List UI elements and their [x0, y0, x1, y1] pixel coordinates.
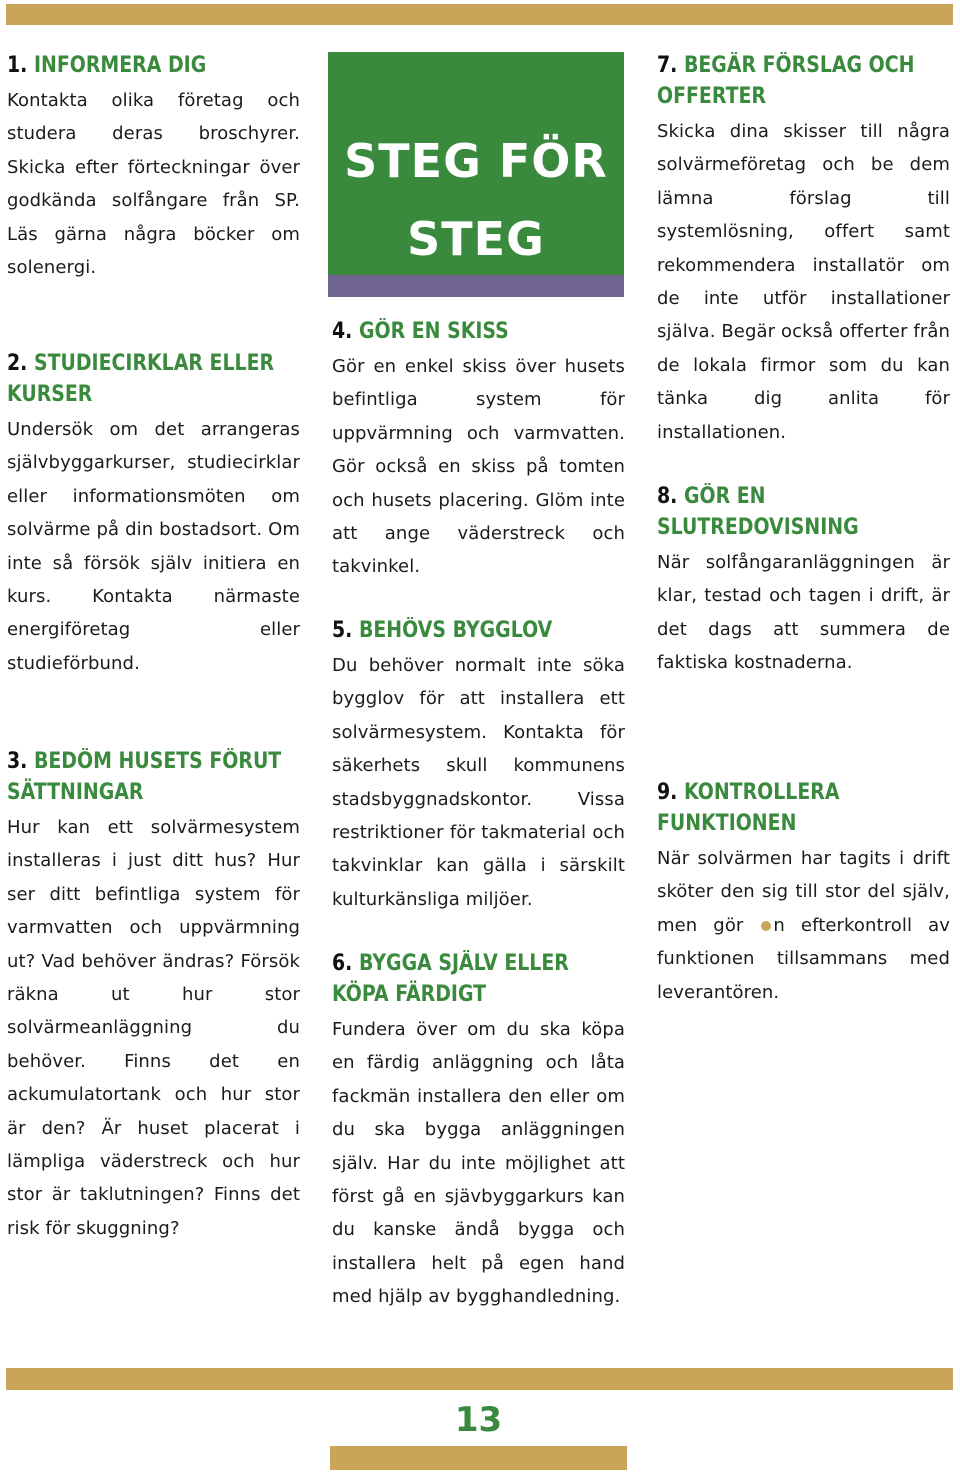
section-2 — [7, 348, 300, 680]
section-heading: 7. BEGÄR FÖRSLAG OCH OFFERTER — [657, 53, 915, 109]
section-heading: 5. BEHÖVS BYGGLOV — [332, 618, 553, 643]
page-number-bar — [330, 1446, 627, 1470]
title-box-heading: STEG FÖR STEG — [344, 134, 608, 266]
section-body: Undersök om det arrangeras självbyggarkurser, studiecirklar eller informationsmöten om solvärme på din bostadsort. Om inte så försök själv initiera en kurs. Kontakta närmaste energiföretag eller studieförbund. — [7, 419, 300, 674]
section-body: Hur kan ett solvärmesystem installeras i just ditt hus? Hur ser ditt befintliga system för varmvatten och uppvärmning ut? Vad behöver ändras? Försök räkna ut hur stor solvärmeanläggning du behöver. Finns det en ackumulatortank och hur stor är den? Är huset placerat i lämpliga väderstreck och hur stor är taklutningen? Finns det risk för skuggning? — [7, 817, 300, 1239]
section-body: Du behöver normalt inte söka bygglov för att installera ett solvärmesystem. Kontakta för säkerhets skull kommunens stadsbyggnadskontor. Vissa restriktioner för takmaterial och takvinklar kan gälla i särskilt kulturkänsliga miljöer. — [332, 655, 625, 910]
section-5 — [332, 615, 625, 916]
bottom-gold-bar — [6, 1368, 953, 1390]
section-body: Kontakta olika företag och studera deras broschyrer. Skicka efter förteckningar över godkända solfångare från SP. Läs gärna några böcker om solenergi. — [7, 90, 300, 279]
title-box — [328, 52, 624, 275]
section-4 — [332, 316, 625, 584]
section-heading: 1. INFORMERA DIG — [7, 53, 207, 78]
section-body: Skicka dina skisser till några solvärmeföretag och be dem lämna förslag till systemlösning, offert samt rekommendera installatör om de inte utför installationer själva. Begär också offerter från de lokala firmor som du kan tänka dig anlita för installationen. — [657, 121, 950, 443]
section-body: Gör en enkel skiss över husets befintliga system för uppvärmning och varmvatten. Gör också en skiss på tomten och husets placering. Glöm inte att ange väderstreck och takvinkel. — [332, 356, 625, 578]
bullet-dot — [761, 921, 771, 931]
section-heading: 8. GÖR EN SLUTREDOVISNING — [657, 484, 859, 540]
section-6 — [332, 948, 625, 1314]
section-body: När solvärmen har tagits i drift sköter den sig till stor del själv, men gör n efterkontroll av funktionen tillsammans med leverantören. — [657, 848, 950, 1003]
section-heading: 3. BEDÖM HUSETS FÖRUT SÄTTNINGAR — [7, 749, 282, 805]
section-8 — [657, 481, 950, 680]
purple-strip — [328, 275, 624, 297]
page-number: 13 — [454, 1400, 503, 1440]
section-7 — [657, 50, 950, 449]
section-9 — [657, 777, 950, 1009]
section-body: Fundera över om du ska köpa en färdig anläggning och låta fackmän installera den eller om du ska bygga anläggningen själv. Har du inte möjlighet att först gå en sjävbyggarkurs kan du kanske ändå bygga och installera helt på egen hand med hjälp av bygghandledning. — [332, 1019, 625, 1308]
top-gold-bar — [6, 4, 953, 25]
section-3 — [7, 746, 300, 1245]
section-heading: 6. BYGGA SJÄLV ELLER KÖPA FÄRDIGT — [332, 951, 569, 1007]
section-heading: 9. KONTROLLERA FUNKTIONEN — [657, 780, 840, 836]
section-heading: 4. GÖR EN SKISS — [332, 319, 509, 344]
section-1 — [7, 50, 300, 284]
section-body: När solfångaranläggningen är klar, testad och tagen i drift, är det dags att summera de faktiska kostnaderna. — [657, 552, 950, 674]
section-heading: 2. STUDIECIRKLAR ELLER KURSER — [7, 351, 275, 407]
